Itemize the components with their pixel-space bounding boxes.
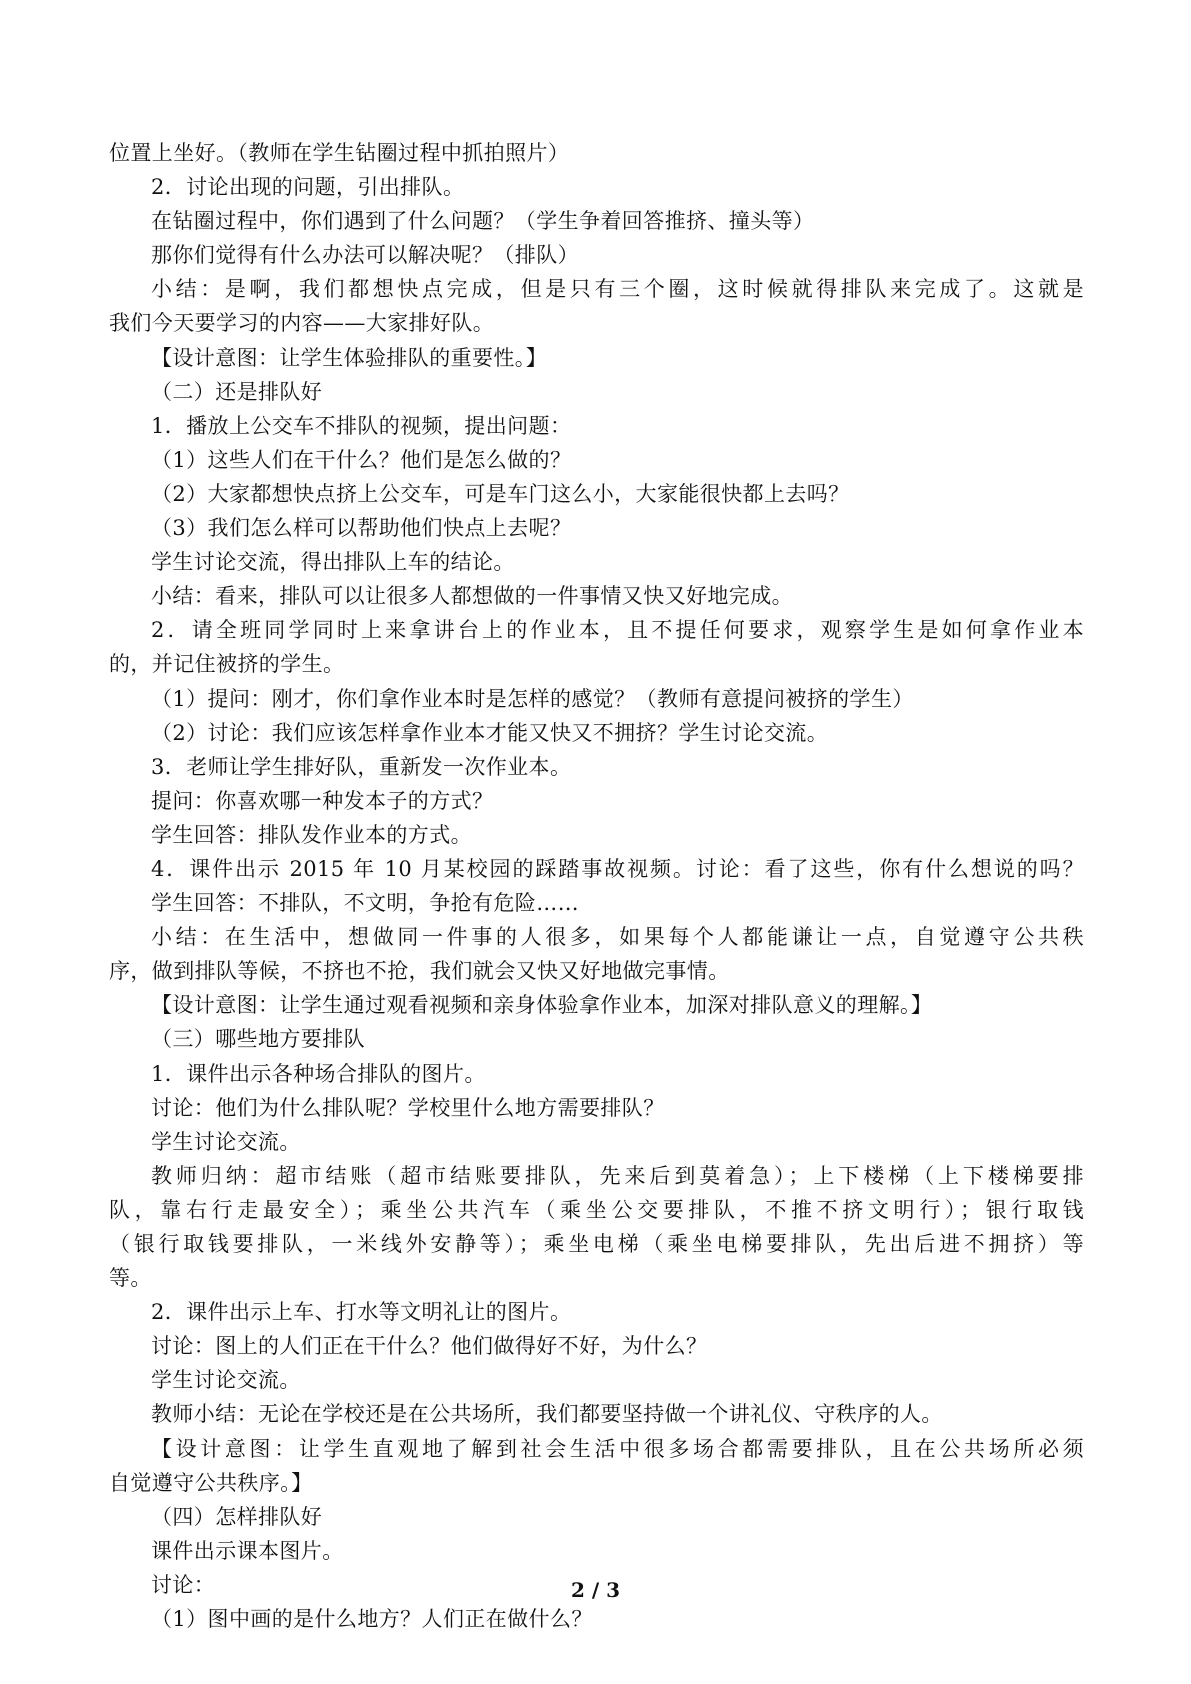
text-line: 的，并记住被挤的学生。 xyxy=(109,652,345,677)
text-line: （银行取钱要排队，一米线外安静等）；乘坐电梯（乘坐电梯要排队，先出后进不拥挤）等 xyxy=(109,1232,1084,1256)
page-number: 2 / 3 xyxy=(570,1578,621,1602)
text-line: 自觉遵守公共秩序。】 xyxy=(109,1470,313,1495)
text-line: 学生讨论交流。 xyxy=(151,1129,301,1154)
text-line: （1）这些人们在干什么？他们是怎么做的？ xyxy=(151,447,572,472)
text-line: 2．讨论出现的问题，引出排队。 xyxy=(151,175,465,200)
text-line: 【设计意图：让学生直观地了解到社会生活中很多场合都需要排队，且在公共场所必须 xyxy=(151,1436,1084,1461)
text-line: 课件出示课本图片。 xyxy=(151,1538,344,1563)
text-line: 讨论： xyxy=(151,1572,216,1597)
text-line: 4．课件出示 2015 年 10 月某校园的踩踏事故视频。讨论：看了这些，你有什么想说的吗？ xyxy=(151,856,1084,881)
text-line: 教师归纳：超市结账（超市结账要排队，先来后到莫着急）；上下楼梯（上下楼梯要排 xyxy=(151,1163,1084,1188)
text-line: 1．播放上公交车不排队的视频，提出问题： xyxy=(151,413,572,438)
text-line: 队，靠右行走最安全）；乘坐公共汽车（乘坐公交要排队，不推不挤文明行）；银行取钱 xyxy=(109,1197,1084,1222)
text-line: 学生回答：排队发作业本的方式。 xyxy=(151,822,472,847)
text-line: （2）讨论：我们应该怎样拿作业本才能又快又不拥挤？学生讨论交流。 xyxy=(151,720,829,745)
text-line: 小结：看来，排队可以让很多人都想做的一件事情又快又好地完成。 xyxy=(151,584,793,609)
text-line: 小结：是啊，我们都想快点完成，但是只有三个圈，这时候就得排队来完成了。这就是 xyxy=(151,277,1084,302)
text-line: （三）哪些地方要排队 xyxy=(151,1027,365,1052)
text-line: （二）还是排队好 xyxy=(151,379,323,404)
text-line: （四）怎样排队好 xyxy=(151,1504,323,1529)
document-body xyxy=(109,136,1084,1636)
text-line: 讨论：图上的人们正在干什么？他们做得好不好，为什么？ xyxy=(151,1334,708,1359)
text-line: 2．课件出示上车、打水等文明礼让的图片。 xyxy=(151,1300,572,1325)
text-line: 等。 xyxy=(109,1266,152,1291)
text-line: 1．课件出示各种场合排队的图片。 xyxy=(151,1061,486,1086)
text-line: 位置上坐好。（教师在学生钻圈过程中抓拍照片） xyxy=(109,141,570,165)
text-line: 【设计意图：让学生体验排队的重要性。】 xyxy=(151,345,548,370)
text-line: 2．请全班同学同时上来拿讲台上的作业本，且不提任何要求，观察学生是如何拿作业本 xyxy=(151,618,1084,643)
text-line: （1）提问：刚才，你们拿作业本时是怎样的感觉？（教师有意提问被挤的学生） xyxy=(151,686,914,711)
text-line: 学生讨论交流，得出排队上车的结论。 xyxy=(151,550,515,575)
text-line: 序，做到排队等候，不挤也不抢，我们就会又快又好地做完事情。 xyxy=(109,959,730,984)
text-line: 讨论：他们为什么排队呢？学校里什么地方需要排队？ xyxy=(151,1095,665,1120)
text-line: （1）图中画的是什么地方？人们正在做什么？ xyxy=(151,1607,593,1632)
text-line: 我们今天要学习的内容——大家排好队。 xyxy=(109,311,495,336)
text-line: （3）我们怎么样可以帮助他们快点上去呢？ xyxy=(151,516,572,541)
text-line: 【设计意图：让学生通过观看视频和亲身体验拿作业本，加深对排队意义的理解。】 xyxy=(151,993,933,1018)
text-line: 3．老师让学生排好队，重新发一次作业本。 xyxy=(151,754,572,779)
text-line: 学生回答：不排队，不文明，争抢有危险…… xyxy=(151,891,579,916)
text-line: 在钻圈过程中，你们遇到了什么问题？（学生争着回答推挤、撞头等） xyxy=(151,209,815,234)
text-line: 小结：在生活中，想做同一件事的人很多，如果每个人都能谦让一点，自觉遵守公共秩 xyxy=(151,925,1084,950)
text-line: （2）大家都想快点挤上公交车，可是车门这么小，大家能很快都上去吗？ xyxy=(151,481,850,506)
text-line: 教师小结：无论在学校还是在公共场所，我们都要坚持做一个讲礼仪、守秩序的人。 xyxy=(151,1402,943,1427)
text-line: 提问：你喜欢哪一种发本子的方式？ xyxy=(151,788,494,813)
text-line: 学生讨论交流。 xyxy=(151,1368,301,1393)
text-line: 那你们觉得有什么办法可以解决呢？（排队） xyxy=(151,243,579,268)
